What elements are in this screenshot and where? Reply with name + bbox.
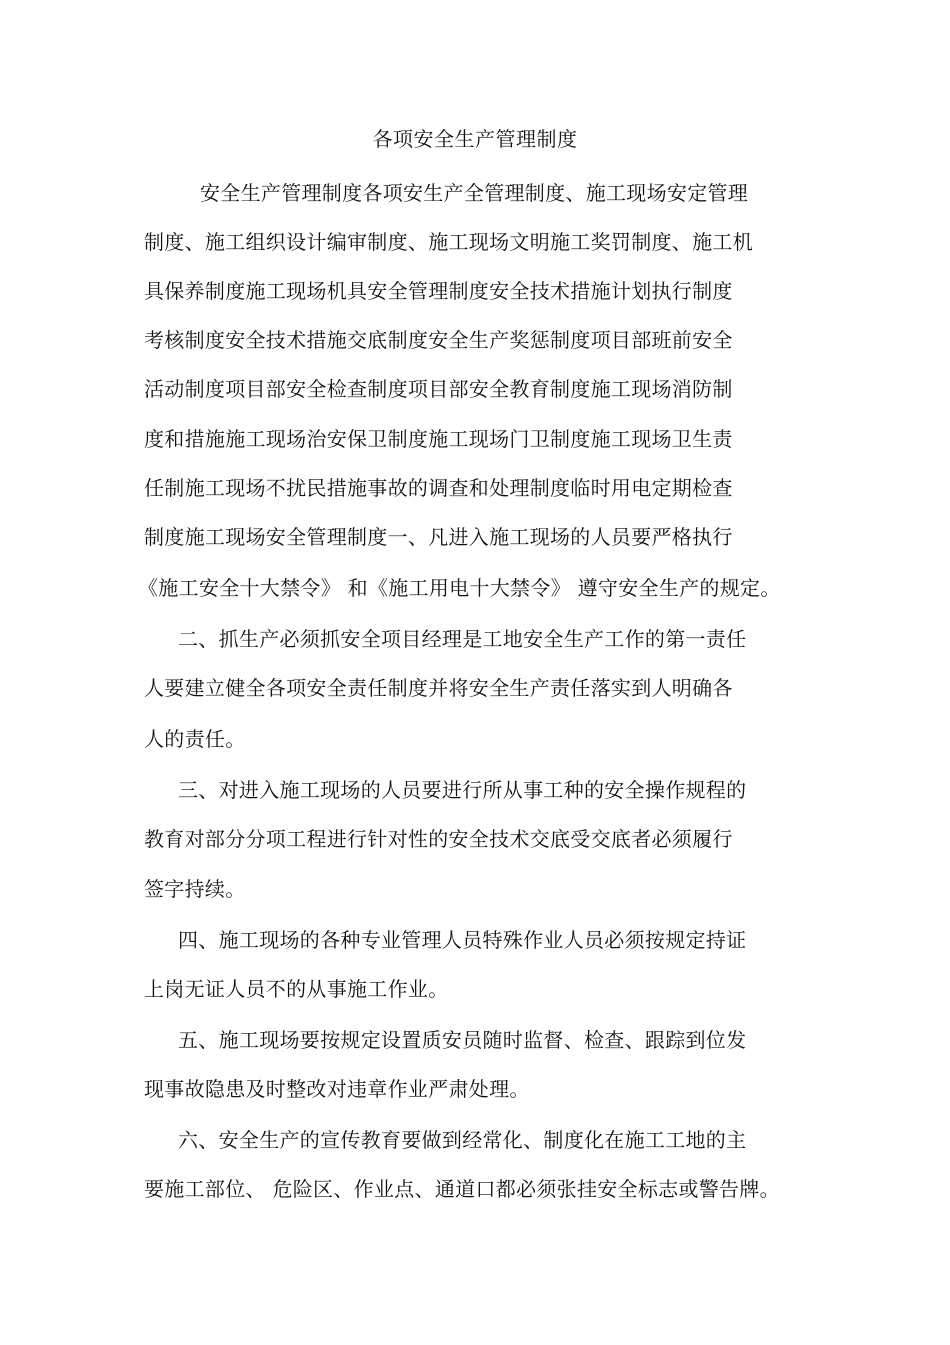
body-line-15: 签字持续。 <box>144 877 246 901</box>
body-line-11: 人要建立健全各项安全责任制度并将安全生产责任落实到人明确各 <box>144 676 733 700</box>
body-line-6: 度和措施施工现场治安保卫制度施工现场门卫制度施工现场卫生责 <box>144 427 733 451</box>
body-line-9: 《施工安全十大禁令》 和《施工用电十大禁令》 遵守安全生产的规定。 <box>138 576 781 600</box>
body-line-12: 人的责任。 <box>144 727 246 751</box>
body-line-8: 制度施工现场安全管理制度一、凡进入施工现场的人员要严格执行 <box>144 525 733 549</box>
document-title: 各项安全生产管理制度 <box>372 127 578 151</box>
body-line-14: 教育对部分分项工程进行针对性的安全技术交底受交底者必须履行 <box>144 827 733 851</box>
body-line-10: 二、抓生产必须抓安全项目经理是工地安全生产工作的第一责任 <box>178 627 747 651</box>
body-line-2: 制度、施工组织设计编审制度、施工现场文明施工奖罚制度、施工机 <box>144 230 753 254</box>
body-line-1: 安全生产管理制度各项安生产全管理制度、施工现场安定管理 <box>200 181 749 205</box>
body-line-20: 六、安全生产的宣传教育要做到经常化、制度化在施工工地的主 <box>178 1128 747 1152</box>
body-line-7: 任制施工现场不扰民措施事故的调查和处理制度临时用电定期检查 <box>144 476 733 500</box>
body-line-21: 要施工部位、 危险区、作业点、通道口都必须张挂安全标志或警告牌。 <box>144 1177 780 1201</box>
body-line-19: 现事故隐患及时整改对违章作业严肃处理。 <box>144 1077 530 1101</box>
body-line-17: 上岗无证人员不的从事施工作业。 <box>144 977 449 1001</box>
body-line-16: 四、施工现场的各种专业管理人员特殊作业人员必须按规定持证 <box>178 928 747 952</box>
body-line-5: 活动制度项目部安全检查制度项目部安全教育制度施工现场消防制 <box>144 377 733 401</box>
body-line-18: 五、施工现场要按规定设置质安员随时监督、检查、跟踪到位发 <box>178 1028 747 1052</box>
body-line-3: 具保养制度施工现场机具安全管理制度安全技术措施计划执行制度 <box>144 279 733 303</box>
body-line-13: 三、对进入施工现场的人员要进行所从事工种的安全操作规程的 <box>178 778 747 802</box>
body-line-4: 考核制度安全技术措施交底制度安全生产奖惩制度项目部班前安全 <box>144 328 733 352</box>
